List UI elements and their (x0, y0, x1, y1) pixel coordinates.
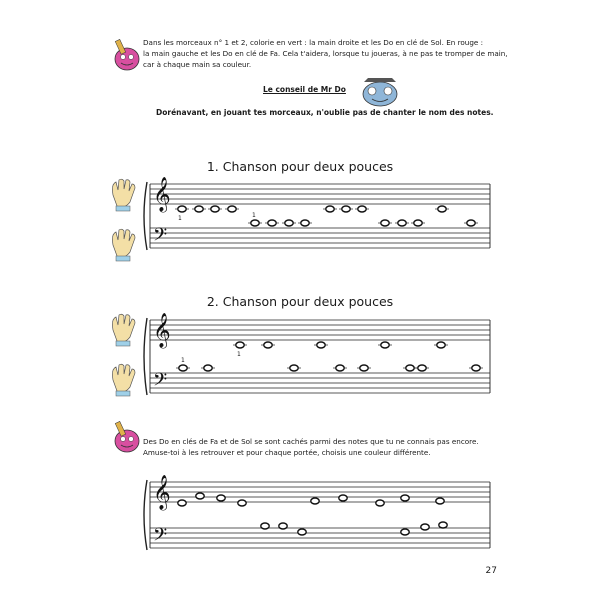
left-hand-icon (112, 229, 135, 261)
whole-note-icon (418, 365, 426, 371)
whole-note-icon (326, 206, 334, 212)
whole-note-icon (268, 220, 276, 226)
whole-note-icon (317, 342, 325, 348)
whole-note-icon (195, 206, 203, 212)
whole-note-icon (438, 206, 446, 212)
whole-note-icon (301, 220, 309, 226)
whole-note-icon (290, 365, 298, 371)
page-number: 27 (485, 566, 497, 576)
whole-note-icon (339, 495, 347, 501)
system-brace (144, 182, 147, 250)
system-brace (144, 480, 147, 550)
whole-note-icon (358, 206, 366, 212)
whole-note-icon (360, 365, 368, 371)
treble-clef-icon: 𝄞 (153, 313, 171, 348)
whole-note-icon (238, 500, 246, 506)
whole-note-icon (217, 495, 225, 501)
whole-note-icon (401, 529, 409, 535)
whole-note-icon (285, 220, 293, 226)
whole-note-icon (436, 498, 444, 504)
bass-clef-icon: 𝄢 (153, 370, 168, 395)
whole-note-icon (279, 523, 287, 529)
bass-clef-icon: 𝄢 (153, 225, 168, 250)
whole-note-icon (236, 342, 244, 348)
whole-note-icon (467, 220, 475, 226)
whole-note-icon (421, 524, 429, 530)
exercise-line-2: Amuse-toi à les retrouver et pour chaque portée, choisis une couleur différente. (143, 448, 431, 457)
whole-note-icon (178, 500, 186, 506)
whole-note-icon (251, 220, 259, 226)
whole-note-icon (376, 500, 384, 506)
whole-note-icon (204, 365, 212, 371)
right-hand-icon (112, 179, 135, 211)
advice-heading: Le conseil de Mr Do (263, 85, 346, 94)
whole-note-icon (179, 365, 187, 371)
whole-note-icon (298, 529, 306, 535)
whole-note-icon (211, 206, 219, 212)
intro-line-2: la main gauche et les Do en clé de Fa. Cela t'aidera, lorsque tu joueras, à ne pas te tromper de main, (143, 49, 508, 58)
treble-clef-icon: 𝄞 (153, 475, 171, 510)
whole-note-icon (472, 365, 480, 371)
whole-note-icon (381, 220, 389, 226)
whole-note-icon (398, 220, 406, 226)
whole-note-icon (381, 342, 389, 348)
left-hand-icon (112, 364, 135, 396)
whole-note-icon (261, 523, 269, 529)
finger-number: 1 (181, 357, 185, 364)
whole-note-icon (336, 365, 344, 371)
finger-number: 1 (252, 212, 256, 219)
whole-note-icon (414, 220, 422, 226)
exercise-line-1: Des Do en clés de Fa et de Sol se sont cachés parmi des notes que tu ne connais pas encore. (143, 437, 479, 446)
whole-note-icon (311, 498, 319, 504)
whole-note-icon (401, 495, 409, 501)
intro-line-1: Dans les morceaux n° 1 et 2, colorie en vert : la main droite et les Do en clé de Sol. En rouge : (143, 38, 484, 47)
piece-1-title: 1. Chanson pour deux pouces (206, 159, 394, 174)
whole-note-icon (342, 206, 350, 212)
treble-clef-icon: 𝄞 (153, 177, 171, 212)
whole-note-icon (437, 342, 445, 348)
mr-do-mascot-icon (363, 78, 397, 106)
pencil-mascot-icon (115, 39, 139, 70)
whole-note-icon (264, 342, 272, 348)
intro-line-3: car à chaque main sa couleur. (143, 60, 252, 69)
whole-note-icon (196, 493, 204, 499)
whole-note-icon (439, 522, 447, 528)
finger-number: 1 (237, 351, 241, 358)
advice-text: Dorénavant, en jouant tes morceaux, n'oublie pas de chanter le nom des notes. (156, 108, 494, 117)
whole-note-icon (406, 365, 414, 371)
finger-number: 1 (178, 215, 182, 222)
right-hand-icon (112, 314, 135, 346)
pencil-mascot-icon (115, 421, 139, 452)
piece-2-title: 2. Chanson pour deux pouces (206, 294, 394, 309)
whole-note-icon (228, 206, 236, 212)
whole-note-icon (178, 206, 186, 212)
system-brace (144, 318, 147, 395)
bass-clef-icon: 𝄢 (153, 525, 168, 550)
